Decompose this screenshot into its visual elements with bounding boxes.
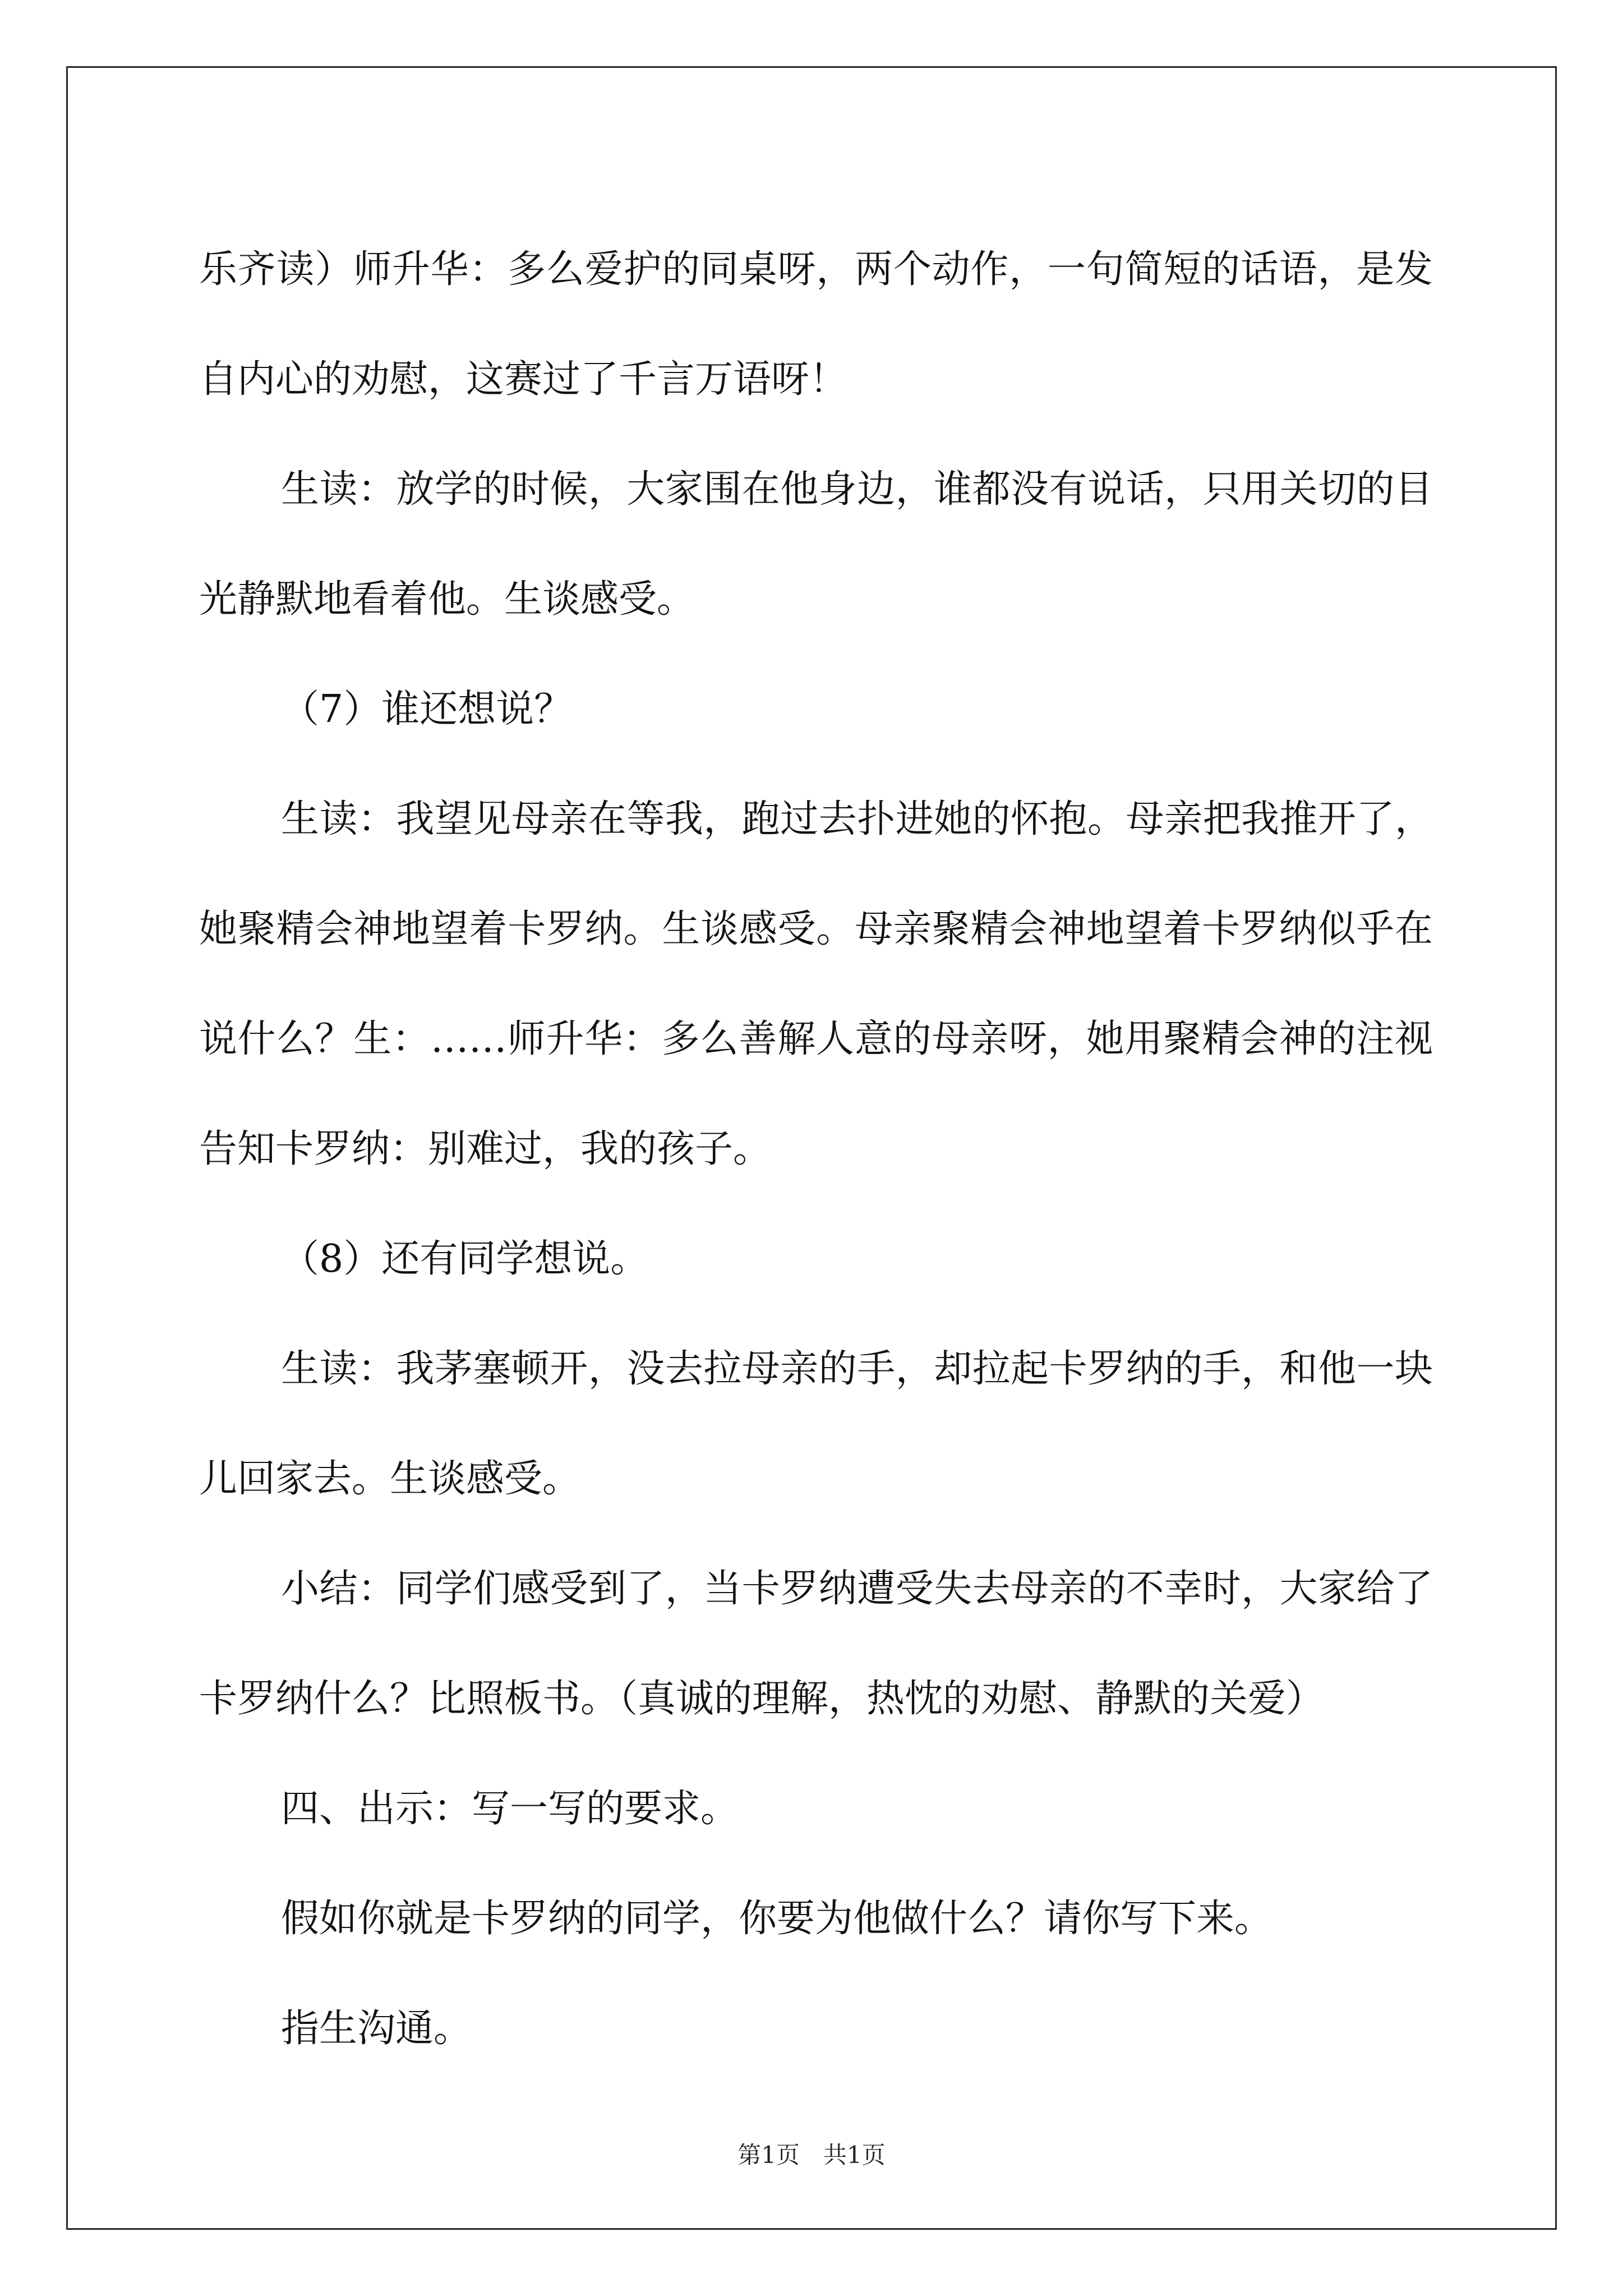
paragraph: 小结：同学们感受到了，当卡罗纳遭受失去母亲的不幸时，大家给了卡罗纳什么？比照板书。（真诚的理解，热忱的劝慰、静默的关爱） — [199, 1567, 1433, 1721]
paragraph: （7）谁还想说？ — [281, 687, 573, 731]
paragraph: 四、出示：写一写的要求。 — [281, 1787, 739, 1831]
paragraph: 乐齐读）师升华：多么爱护的同桌呀，两个动作，一句简短的话语，是发自内心的劝慰，这赛过了千言万语呀！ — [199, 247, 1433, 402]
page-number-footer: 第1页 共1页 — [737, 2141, 886, 2169]
paragraph: （8）还有同学想说。 — [281, 1237, 649, 1281]
paragraph: 生读：我望见母亲在等我，跑过去扑进她的怀抱。母亲把我推开了，她聚精会神地望着卡罗纳。生谈感受。母亲聚精会神地望着卡罗纳似乎在说什么？生：……师升华：多么善解人意的母亲呀，她用聚精会神的注视告知卡罗纳：别难过，我的孩子。 — [199, 797, 1433, 1171]
paragraph: 生读：放学的时候，大家围在他身边，谁都没有说话，只用关切的目光静默地看着他。生谈感受。 — [199, 467, 1433, 622]
paragraph: 指生沟通。 — [281, 2007, 472, 2051]
document-body — [199, 215, 1433, 2084]
paragraph: 生读：我茅塞顿开，没去拉母亲的手，却拉起卡罗纳的手，和他一块儿回家去。生谈感受。 — [199, 1347, 1433, 1501]
paragraph: 假如你就是卡罗纳的同学，你要为他做什么？请你写下来。 — [281, 1897, 1273, 1941]
